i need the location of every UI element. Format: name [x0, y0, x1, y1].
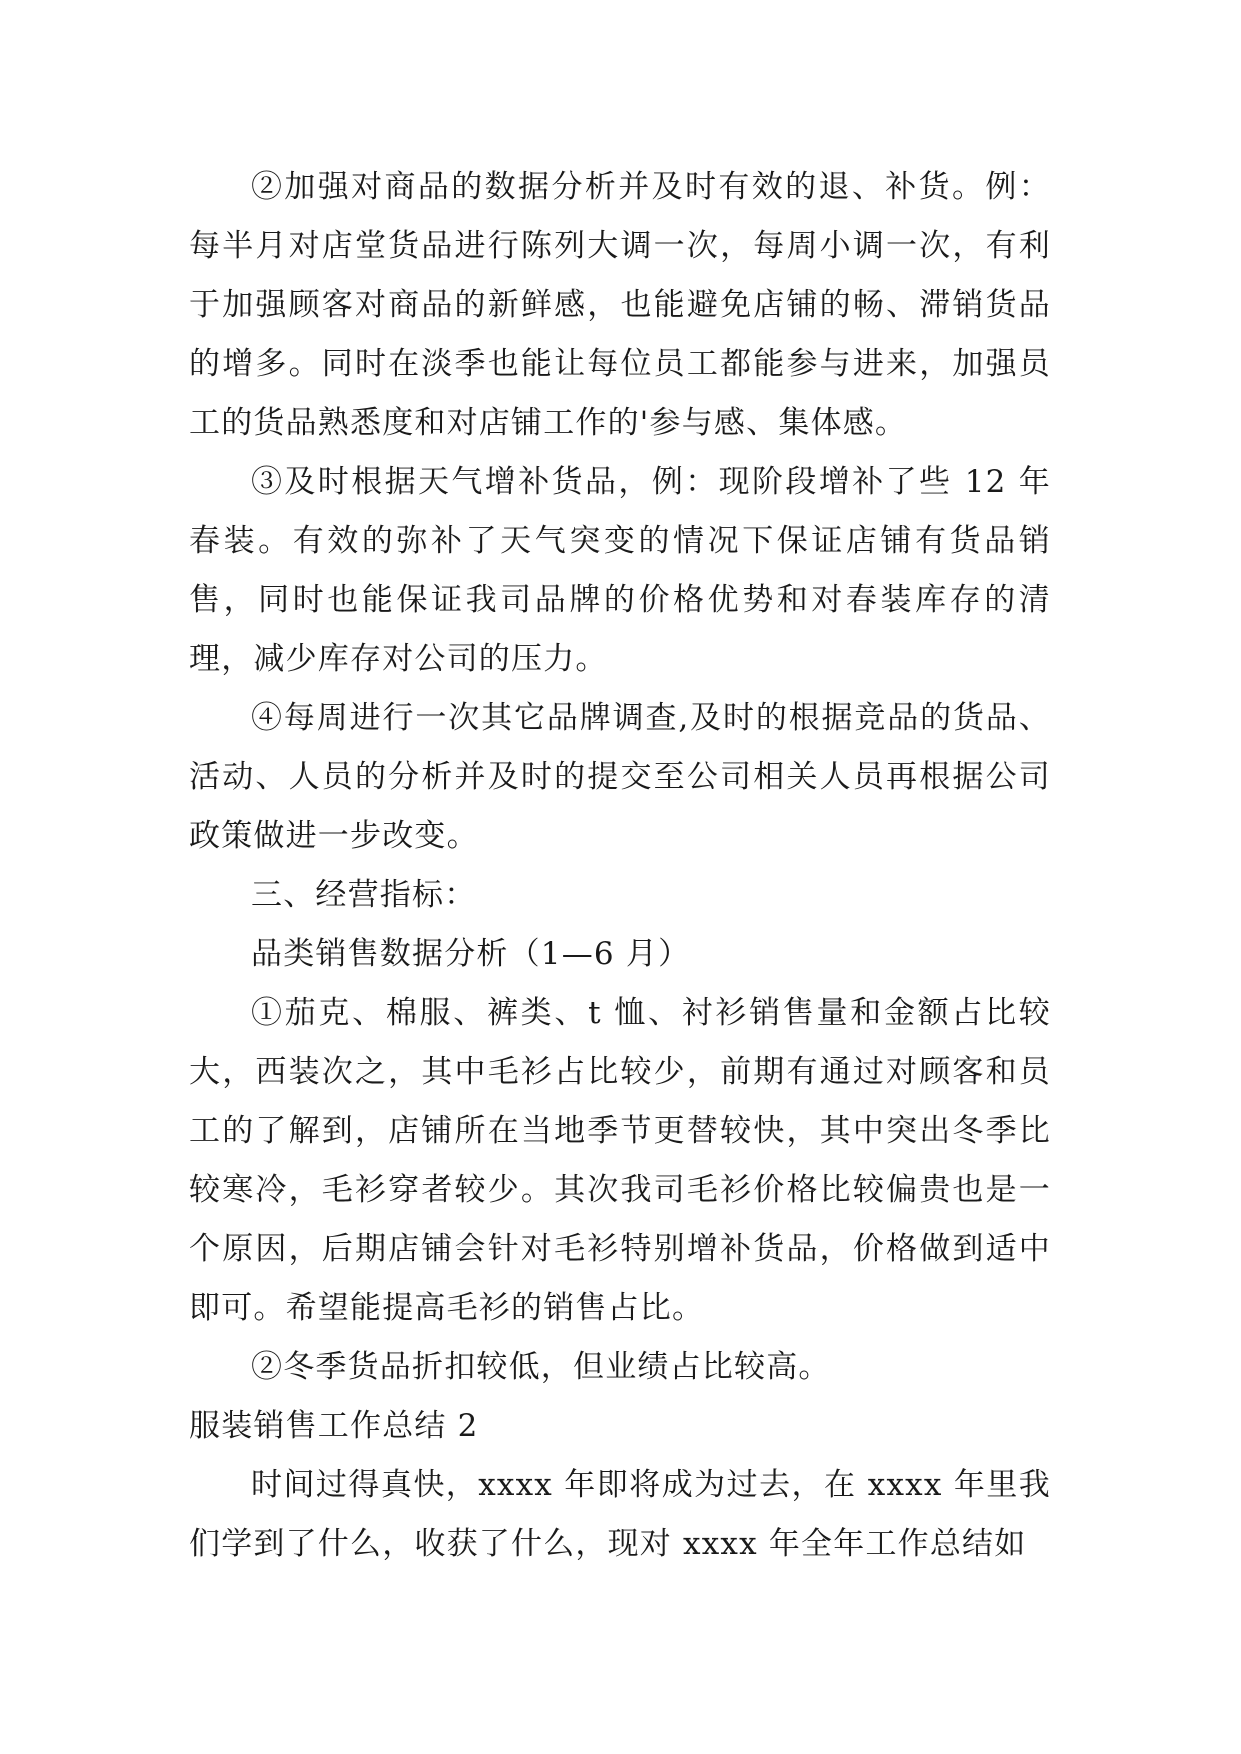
paragraph-winter-goods: ②冬季货品折扣较低，但业绩占比较高。 [251, 1349, 831, 1385]
paragraph-category-sales: ①茄克、棉服、裤类、t 恤、衬衫销售量和金额占比较大，西装次之，其中毛衫占比较少，前期有通过对顾客和员工的了解到，店铺所在当地季节更替较快，其中突出冬季比较寒冷，毛衫穿者较少。其次我司毛衫价格比较偏贵也是一个原因，后期店铺会针对毛衫特别增补货品，价格做到适中即可。希望能提高毛衫的销售占比。 [189, 995, 1051, 1326]
paragraph-weather-restock: ③及时根据天气增补货品，例：现阶段增补了些 12 年春装。有效的弥补了天气突变的情况下保证店铺有货品销售，同时也能保证我司品牌的价格优势和对春装库存的清理，减少库存对公司的压力。 [189, 464, 1051, 677]
paragraph-replenishment-analysis: ②加强对商品的数据分析并及时有效的退、补货。例：每半月对店堂货品进行陈列大调一次，每周小调一次，有利于加强顾客对商品的新鲜感，也能避免店铺的畅、滞销货品的增多。同时在淡季也能让每位员工都能参与进来，加强员工的货品熟悉度和对店铺工作的'参与感、集体感。 [189, 169, 1051, 441]
paragraph-summary-intro: 时间过得真快，xxxx 年即将成为过去，在 xxxx 年里我们学到了什么，收获了什么，现对 xxxx 年全年工作总结如 [189, 1467, 1051, 1562]
document-title-summary-2: 服装销售工作总结 2 [189, 1408, 479, 1444]
section-heading-business-indicators: 三、经营指标： [251, 877, 477, 913]
paragraph-competitor-survey: ④每周进行一次其它品牌调查,及时的根据竞品的货品、活动、人员的分析并及时的提交至公司相关人员再根据公司政策做进一步改变。 [189, 700, 1051, 854]
subheading-category-sales-analysis: 品类销售数据分析（1—6 月） [251, 936, 691, 972]
document-body [189, 158, 1051, 1574]
